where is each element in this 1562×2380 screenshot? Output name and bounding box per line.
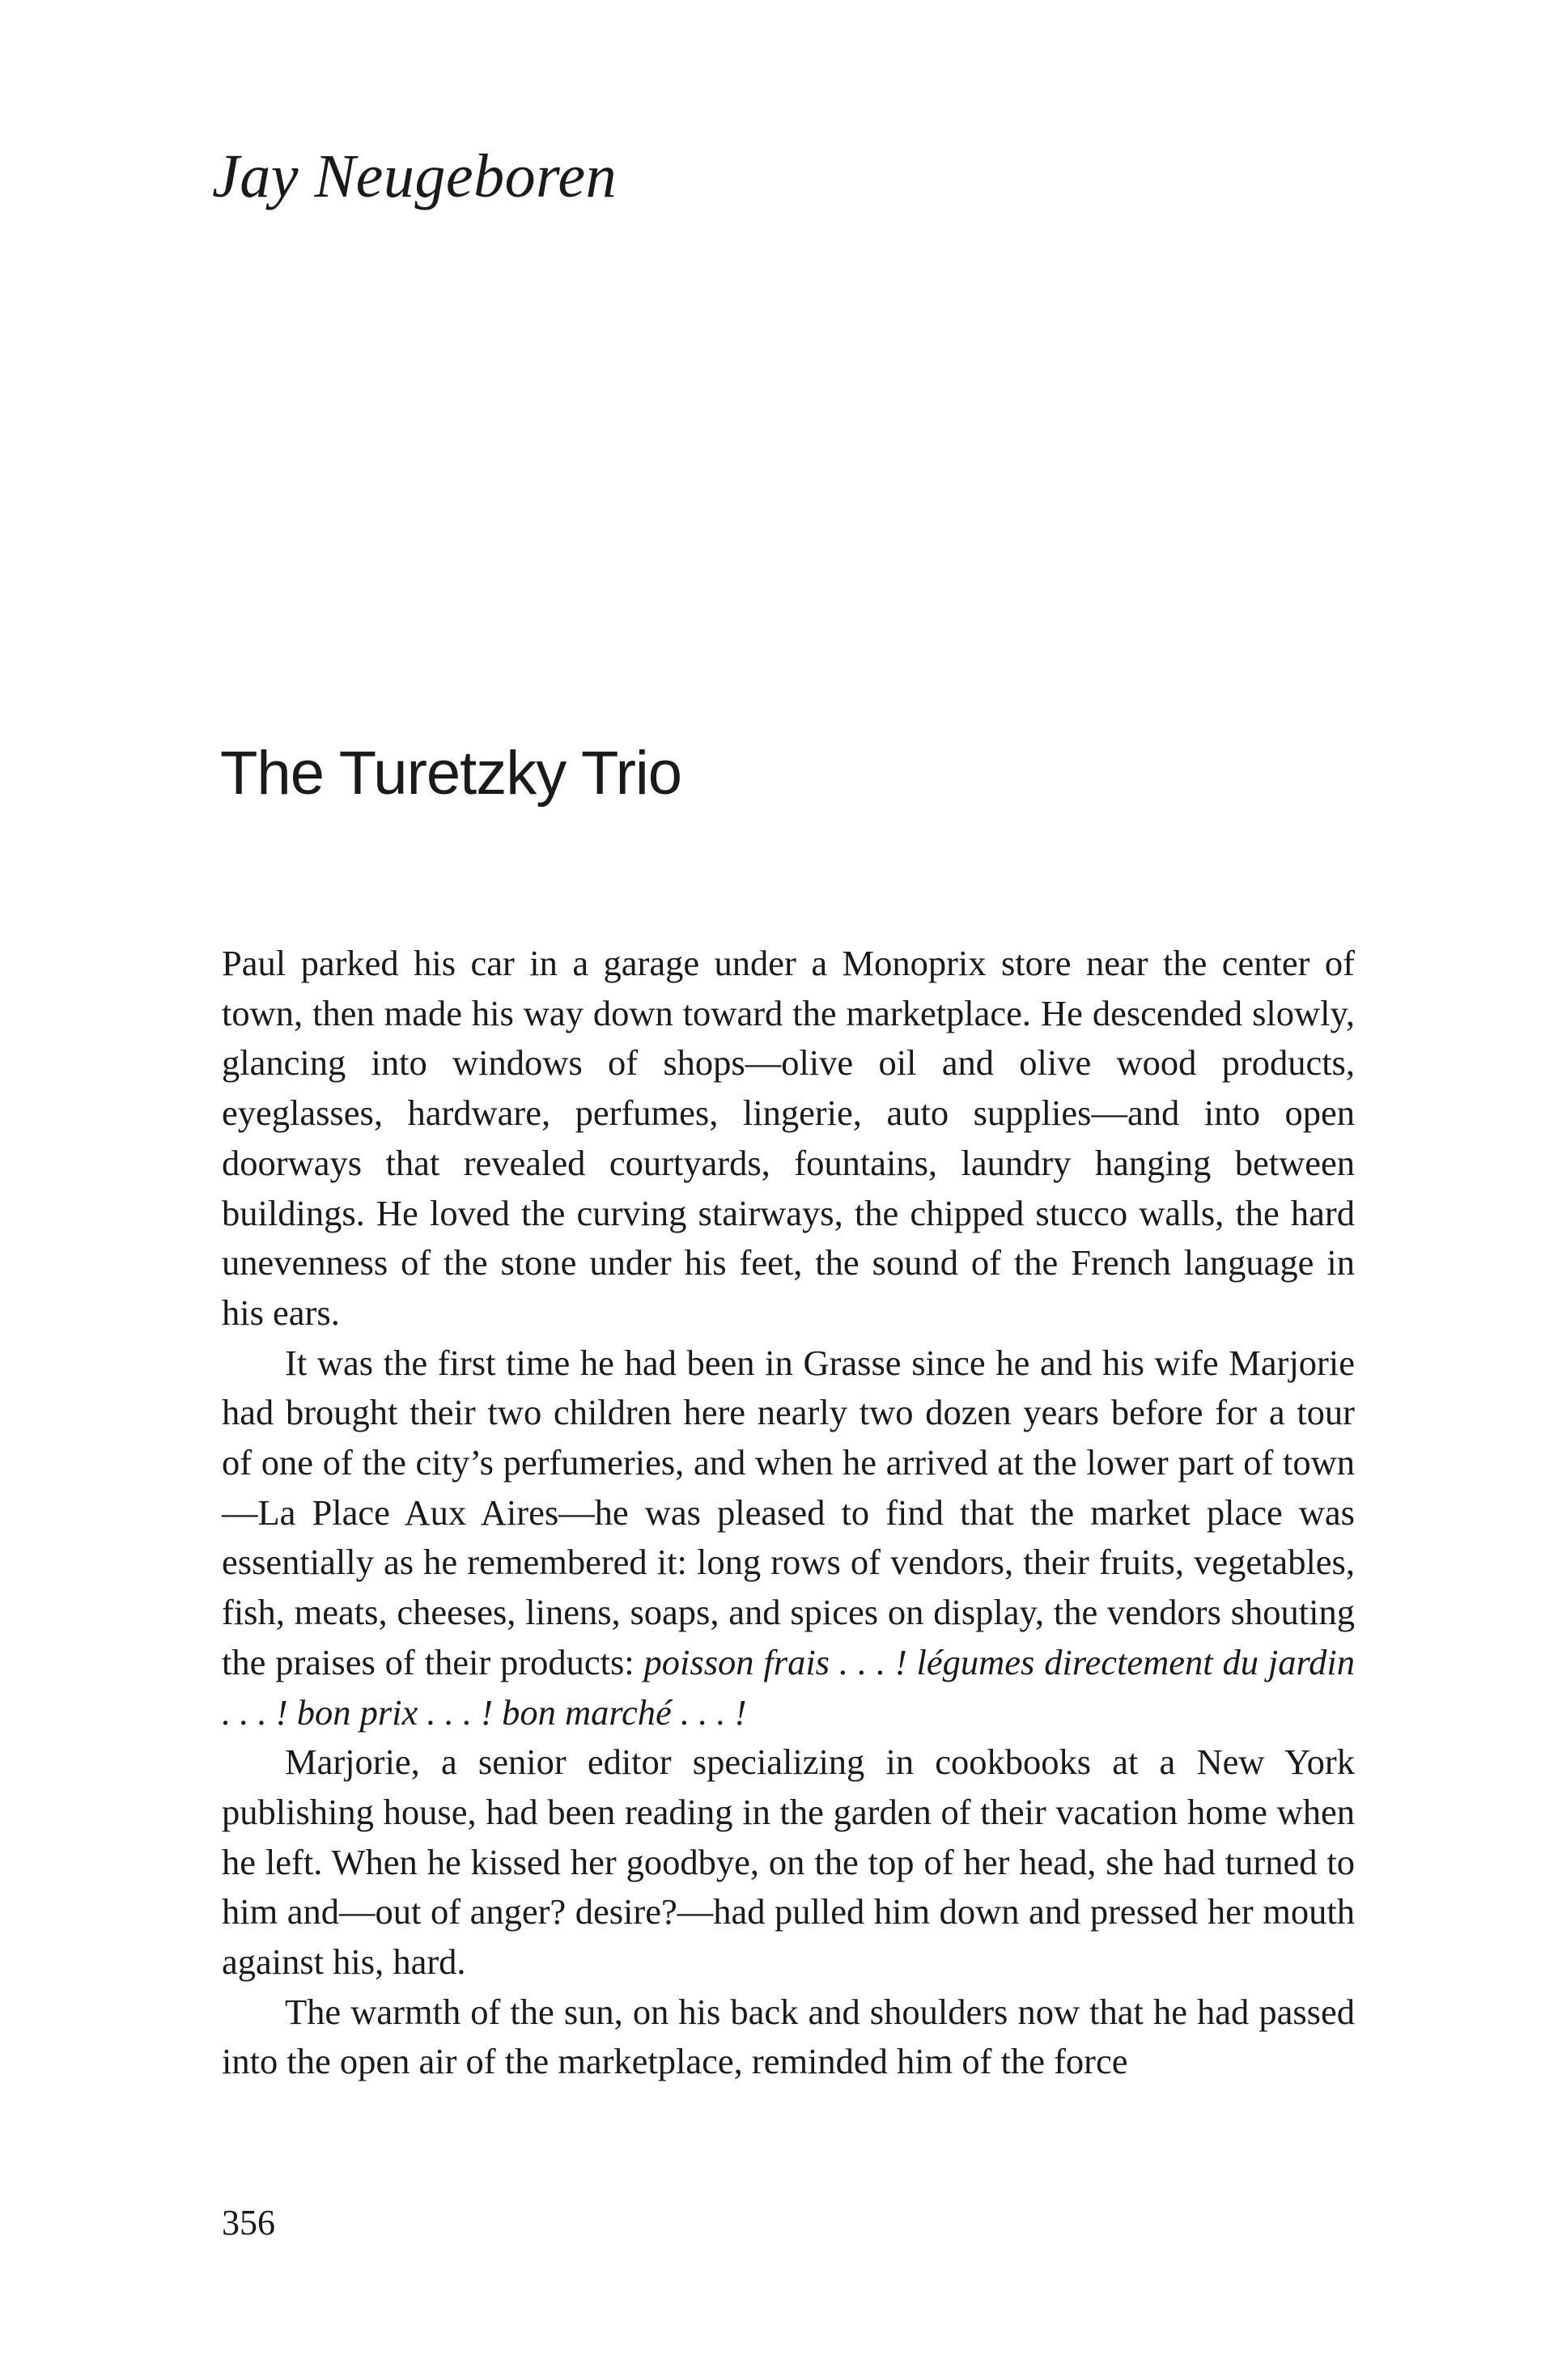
paragraph-4: The warmth of the sun, on his back and shoulders now that he had passed into the open air of the marketplace, reminded him of the force	[222, 1991, 1355, 2082]
page-number: 356	[222, 2203, 275, 2242]
author-name: Jay Neugeboren	[212, 142, 618, 210]
paragraph-2	[222, 1338, 1355, 1738]
paragraph-1: Paul parked his car in a garage under a Monoprix store near the center of town, then made his way down toward the marketplace. He descended slowly, glancing into windows of shops—olive oil and olive wood products, eyeglasses, hardware, perfumes, lingerie, auto supplies—and into open doorways that revealed courtyards, fountains, laundry hanging between buildings. He loved the curving stairways, the chipped stucco walls, the hard unevenness of the stone under his feet, the sound of the French language in his ears.	[222, 943, 1355, 1333]
story-title: The Turetzky Trio	[220, 739, 682, 808]
paragraph-3: Marjorie, a senior editor specializing in cookbooks at a New York publishing house, had been reading in the garden of their vacation home when he left. When he kissed her goodbye, on the top of her head, she had turned to him and—out of anger? desire?—had pulled him down and pressed her mouth against his, hard.	[222, 1742, 1355, 1983]
paragraph-2-french-italic: poisson frais . . . ! légumes directement du jardin . . . ! bon prix . . . ! bon marché . . . !	[222, 1641, 1355, 1733]
paragraph-2-text: It was the first time he had been in Grasse since he and his wife Marjorie had brought their two children here nearly two dozen years before for a tour of one of the city’s perfumeries, and when he arrived at the lower part of town—La Place Aux Aires—he was pleased to find that the market place was essentially as he remembered it: long rows of vendors, their fruits, vegetables, fish, meats, cheeses, linens, soaps, and spices on display, the vendors shouting the praises of their products:	[222, 1342, 1355, 1682]
story-body	[222, 939, 1355, 2087]
